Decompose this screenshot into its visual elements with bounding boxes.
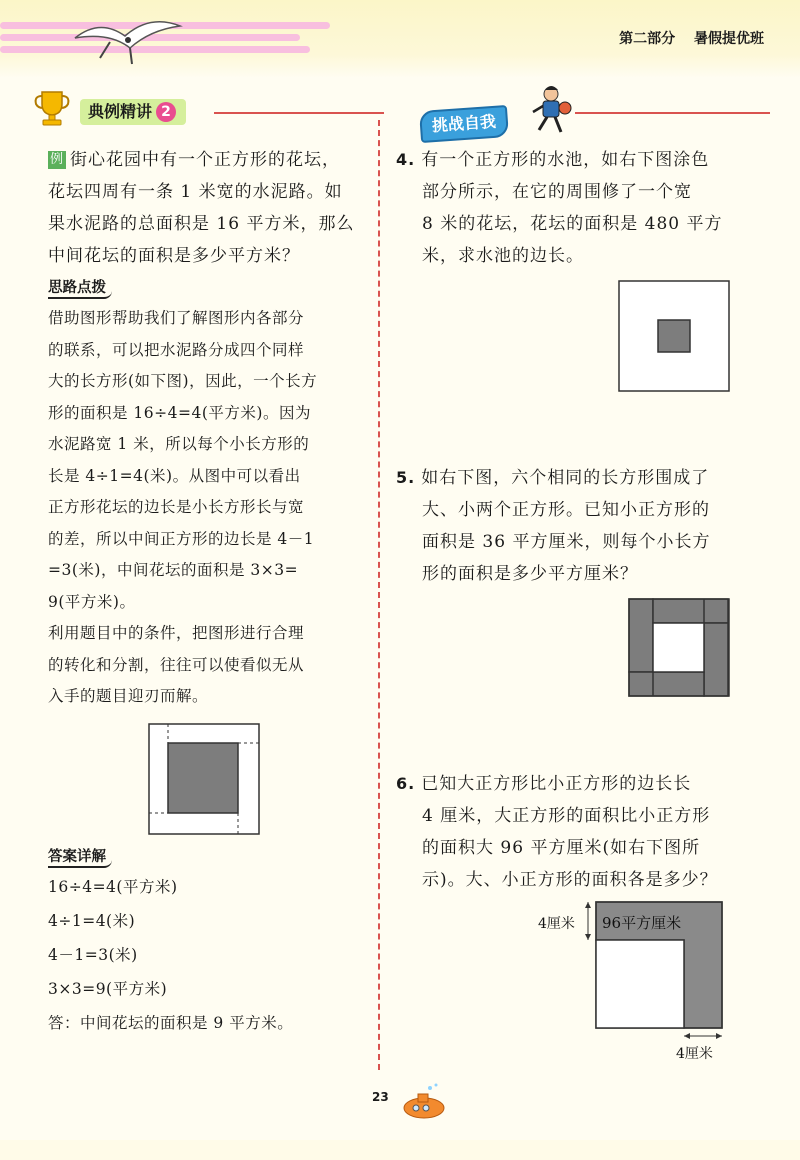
example-line: 例 街心花园中有一个正方形的花坛， (50, 150, 341, 170)
answer-heading: 答案详解 (48, 845, 112, 868)
book-label: 暑假提优班 (694, 31, 764, 47)
hint-line: 借助图形帮助我们了解图形内各部分 (48, 309, 305, 327)
example-section-title (80, 99, 186, 125)
question-line: 面积是 36 平方厘米，则每个小长方 (422, 532, 711, 552)
hint-line: 的转化和分割，往往可以使看似无从 (48, 655, 305, 674)
challenge-section-title: 挑战自我 (419, 105, 509, 143)
seagull-illustration (70, 8, 190, 68)
example-title-text: 典例精讲 (88, 102, 153, 121)
answer-line: 4－1=3(米) (48, 945, 138, 964)
hint-line: 形的面积是 16÷4=4(平方米)。因为 (48, 403, 311, 422)
trophy-icon (32, 88, 72, 128)
example-title-number: 2 (156, 102, 176, 122)
hint-line: 9(平方米)。 (48, 592, 136, 611)
question-line: 4 厘米，大正方形的面积比小正方形 (422, 806, 711, 826)
answer-line: 3×3=9(平方米) (48, 979, 168, 998)
example-line: 花坛四周有一条 1 米宽的水泥路。如 (48, 182, 343, 202)
side-label-bottom: 4厘米 (676, 1046, 713, 1062)
pool-figure (618, 280, 730, 392)
hint-heading: 思路点拨 (48, 276, 112, 299)
garden-figure (148, 723, 260, 835)
question-line: 部分所示，在它的周围修了一个宽 (422, 182, 692, 202)
answer-line: 4÷1=4(米) (48, 911, 136, 930)
question-line: 的面积大 96 平方厘米(如右下图所 (422, 838, 701, 858)
question-line: 示)。大、小正方形的面积各是多少？ (422, 870, 718, 890)
example-mark: 例 (50, 152, 65, 167)
hint-line: 水泥路宽 1 米，所以每个小长方形的 (48, 435, 310, 453)
hint-line: 长是 4÷1=4(米)。从图中可以看出 (48, 466, 301, 485)
column-divider (378, 120, 380, 1070)
hint-line: 的联系，可以把水泥路分成四个同样 (48, 340, 305, 359)
question-number: 6. (396, 774, 416, 793)
question-line: 8 米的花坛，花坛的面积是 480 平方 (422, 214, 723, 234)
side-label-left: 4厘米 (538, 916, 575, 932)
example-line: 果水泥路的总面积是 16 平方米，那么 (48, 214, 355, 234)
answer-line: 16÷4=4(平方米) (48, 877, 178, 896)
question-line: 米，求水池的边长。 (422, 246, 584, 266)
rectangles-figure (628, 598, 730, 698)
answer-line: 答：中间花坛的面积是 9 平方米。 (48, 1013, 294, 1032)
part-label: 第二部分 (619, 31, 676, 47)
question-line: 形的面积是多少平方厘米？ (422, 564, 638, 584)
bottom-strip (0, 1140, 800, 1160)
question-4: 4. 有一个正方形的水池，如右下图涂色 部分所示，在它的周围修了一个宽 8 米的花坛，花坛的面积是 480 平方 米，求水池的边长。 (396, 144, 766, 272)
question-5: 5. 如右下图，六个相同的长方形围成了 大、小两个正方形。已知小正方形的 面积是 36 平方厘米，则每个小长方 形的面积是多少平方厘米？ (396, 462, 766, 590)
area-label: 96平方厘米 (602, 914, 682, 932)
hint-line: 的差，所以中间正方形的边长是 4－1 (48, 529, 315, 548)
hint-line: =3(米)，中间花坛的面积是 3×3= (48, 561, 299, 579)
example-line: 中间花坛的面积是多少平方米？ (48, 246, 300, 266)
hint-line: 入手的题目迎刃而解。 (48, 687, 209, 705)
hint-line: 利用题目中的条件，把图形进行合理 (48, 624, 305, 642)
hint-line: 正方形花坛的边长是小长方形长与宽 (48, 498, 305, 516)
submarine-icon (400, 1082, 450, 1122)
example-column (48, 144, 366, 1040)
question-number: 5. (396, 468, 416, 487)
question-line: 大、小两个正方形。已知小正方形的 (422, 500, 710, 520)
runner-illustration (525, 84, 575, 136)
title-rule (575, 112, 770, 114)
question-number: 4. (396, 150, 416, 169)
squares-figure (530, 900, 740, 1070)
page-header (0, 0, 800, 78)
section-label (605, 28, 764, 48)
hint-line: 大的长方形(如下图)，因此，一个长方 (48, 372, 318, 390)
title-rule (214, 112, 384, 114)
question-6: 6. 已知大正方形比小正方形的边长长 4 厘米，大正方形的面积比小正方形 的面积大 96 平方厘米(如右下图所 示)。大、小正方形的面积各是多少？ (396, 768, 766, 896)
page-number: 23 (372, 1090, 389, 1104)
